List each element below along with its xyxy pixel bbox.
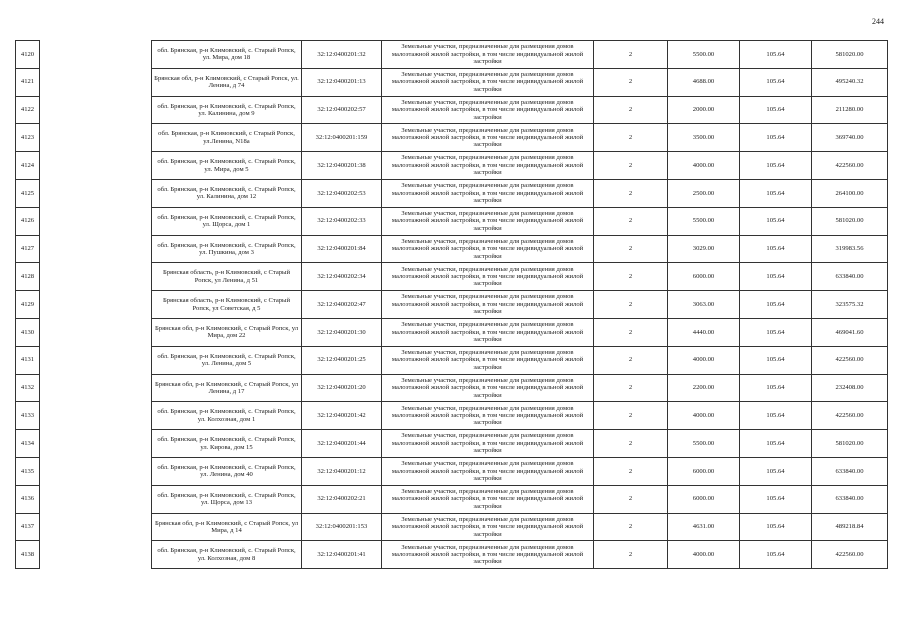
cadastral-number-cell: 32:12:0400201:159	[302, 124, 382, 152]
table-row	[16, 207, 888, 235]
category-code-cell: 2	[594, 96, 668, 124]
category-code-cell: 2	[594, 263, 668, 291]
record-number-cell: 4120	[16, 41, 40, 69]
record-number-cell: 4137	[16, 513, 40, 541]
cadastral-value-cell: 232408.00	[812, 374, 888, 402]
table-row	[16, 124, 888, 152]
specific-value-cell: 105.64	[740, 457, 812, 485]
blank-cell	[40, 457, 152, 485]
area-cell: 3029.00	[668, 235, 740, 263]
specific-value-cell: 105.64	[740, 179, 812, 207]
registry-body	[16, 41, 888, 569]
cadastral-number-cell: 32:12:0400202:57	[302, 96, 382, 124]
area-cell: 4440.00	[668, 318, 740, 346]
address-cell: обл. Брянская, р-н Климовский, с. Старый Ропск, ул. Мира, дом 18	[152, 41, 302, 69]
blank-cell	[40, 235, 152, 263]
blank-cell	[40, 124, 152, 152]
cadastral-number-cell: 32:12:0400201:12	[302, 457, 382, 485]
area-cell: 2200.00	[668, 374, 740, 402]
cadastral-value-cell: 633840.00	[812, 485, 888, 513]
specific-value-cell: 105.64	[740, 41, 812, 69]
cadastral-value-cell: 369740.00	[812, 124, 888, 152]
specific-value-cell: 105.64	[740, 485, 812, 513]
address-cell: Брянская обл, р-н Климовский, с Старый Ропск, ул. Ленина, д 74	[152, 68, 302, 96]
record-number-cell: 4125	[16, 179, 40, 207]
blank-cell	[40, 513, 152, 541]
area-cell: 4000.00	[668, 541, 740, 569]
cadastral-number-cell: 32:12:0400201:84	[302, 235, 382, 263]
address-cell: обл. Брянская, р-н Климовский, с. Старый Ропск, ул. Колхозная, дом 1	[152, 402, 302, 430]
record-number-cell: 4133	[16, 402, 40, 430]
category-code-cell: 2	[594, 235, 668, 263]
land-use-cell: Земельные участки, предназначенные для размещения домов малоэтажной жилой застройки, в том числе индивидуальной жилой застройки	[382, 430, 594, 458]
table-row	[16, 263, 888, 291]
specific-value-cell: 105.64	[740, 374, 812, 402]
table-row	[16, 541, 888, 569]
address-cell: обл. Брянская, р-н Климовский, с. Старый Ропск, ул. Ленина, дом 5	[152, 346, 302, 374]
area-cell: 5500.00	[668, 41, 740, 69]
area-cell: 6000.00	[668, 485, 740, 513]
record-number-cell: 4138	[16, 541, 40, 569]
land-use-cell: Земельные участки, предназначенные для размещения домов малоэтажной жилой застройки, в том числе индивидуальной жилой застройки	[382, 457, 594, 485]
specific-value-cell: 105.64	[740, 96, 812, 124]
category-code-cell: 2	[594, 430, 668, 458]
land-registry-table	[15, 40, 888, 569]
page-number: 244	[872, 17, 884, 26]
table-row	[16, 41, 888, 69]
cadastral-number-cell: 32:12:0400202:34	[302, 263, 382, 291]
address-cell: обл. Брянская, р-н Климовский, с. Старый Ропск, ул. Ленина, дом 40	[152, 457, 302, 485]
blank-cell	[40, 152, 152, 180]
specific-value-cell: 105.64	[740, 346, 812, 374]
cadastral-number-cell: 32:12:0400201:25	[302, 346, 382, 374]
record-number-cell: 4121	[16, 68, 40, 96]
cadastral-value-cell: 489218.84	[812, 513, 888, 541]
blank-cell	[40, 41, 152, 69]
address-cell: Брянская область, р-н Климовский, с Старый Ропск, ул Советская, д 5	[152, 291, 302, 319]
land-use-cell: Земельные участки, предназначенные для размещения домов малоэтажной жилой застройки, в том числе индивидуальной жилой застройки	[382, 291, 594, 319]
cadastral-number-cell: 32:12:0400201:42	[302, 402, 382, 430]
table-row	[16, 291, 888, 319]
land-use-cell: Земельные участки, предназначенные для размещения домов малоэтажной жилой застройки, в том числе индивидуальной жилой застройки	[382, 513, 594, 541]
area-cell: 4688.00	[668, 68, 740, 96]
cadastral-number-cell: 32:12:0400201:32	[302, 41, 382, 69]
record-number-cell: 4130	[16, 318, 40, 346]
cadastral-number-cell: 32:12:0400202:21	[302, 485, 382, 513]
category-code-cell: 2	[594, 485, 668, 513]
cadastral-number-cell: 32:12:0400201:30	[302, 318, 382, 346]
address-cell: обл. Брянская, р-н Климовский, с. Старый Ропск, ул. Колхозная, дом 8	[152, 541, 302, 569]
address-cell: обл. Брянская, р-н Климовский, с. Старый Ропск, ул. Пушкина, дом 3	[152, 235, 302, 263]
blank-cell	[40, 402, 152, 430]
land-use-cell: Земельные участки, предназначенные для размещения домов малоэтажной жилой застройки, в том числе индивидуальной жилой застройки	[382, 318, 594, 346]
record-number-cell: 4126	[16, 207, 40, 235]
blank-cell	[40, 263, 152, 291]
cadastral-value-cell: 422560.00	[812, 541, 888, 569]
cadastral-number-cell: 32:12:0400201:44	[302, 430, 382, 458]
category-code-cell: 2	[594, 291, 668, 319]
record-number-cell: 4132	[16, 374, 40, 402]
cadastral-value-cell: 422560.00	[812, 346, 888, 374]
blank-cell	[40, 430, 152, 458]
cadastral-value-cell: 469041.60	[812, 318, 888, 346]
table-row	[16, 68, 888, 96]
record-number-cell: 4128	[16, 263, 40, 291]
land-use-cell: Земельные участки, предназначенные для размещения домов малоэтажной жилой застройки, в том числе индивидуальной жилой застройки	[382, 485, 594, 513]
address-cell: Брянская обл, р-н Климовский, с Старый Ропск, ул Мира, д 14	[152, 513, 302, 541]
blank-cell	[40, 291, 152, 319]
category-code-cell: 2	[594, 346, 668, 374]
cadastral-value-cell: 323575.32	[812, 291, 888, 319]
specific-value-cell: 105.64	[740, 207, 812, 235]
record-number-cell: 4124	[16, 152, 40, 180]
category-code-cell: 2	[594, 374, 668, 402]
cadastral-number-cell: 32:12:0400201:20	[302, 374, 382, 402]
category-code-cell: 2	[594, 207, 668, 235]
address-cell: обл. Брянская, р-н Климовский, с. Старый Ропск, ул. Щорса, дом 1	[152, 207, 302, 235]
category-code-cell: 2	[594, 457, 668, 485]
area-cell: 4631.00	[668, 513, 740, 541]
table-row	[16, 235, 888, 263]
specific-value-cell: 105.64	[740, 513, 812, 541]
table-row	[16, 318, 888, 346]
record-number-cell: 4129	[16, 291, 40, 319]
address-cell: обл. Брянская, р-н Климовский, с. Старый Ропск, ул. Мира, дом 5	[152, 152, 302, 180]
cadastral-value-cell: 422560.00	[812, 152, 888, 180]
area-cell: 5500.00	[668, 207, 740, 235]
category-code-cell: 2	[594, 179, 668, 207]
land-use-cell: Земельные участки, предназначенные для размещения домов малоэтажной жилой застройки, в том числе индивидуальной жилой застройки	[382, 374, 594, 402]
specific-value-cell: 105.64	[740, 318, 812, 346]
land-use-cell: Земельные участки, предназначенные для размещения домов малоэтажной жилой застройки, в том числе индивидуальной жилой застройки	[382, 235, 594, 263]
record-number-cell: 4135	[16, 457, 40, 485]
table-row	[16, 430, 888, 458]
specific-value-cell: 105.64	[740, 263, 812, 291]
land-use-cell: Земельные участки, предназначенные для размещения домов малоэтажной жилой застройки, в том числе индивидуальной жилой застройки	[382, 41, 594, 69]
land-use-cell: Земельные участки, предназначенные для размещения домов малоэтажной жилой застройки, в том числе индивидуальной жилой застройки	[382, 124, 594, 152]
cadastral-value-cell: 264100.00	[812, 179, 888, 207]
blank-cell	[40, 96, 152, 124]
blank-cell	[40, 485, 152, 513]
category-code-cell: 2	[594, 124, 668, 152]
area-cell: 4000.00	[668, 152, 740, 180]
land-use-cell: Земельные участки, предназначенные для размещения домов малоэтажной жилой застройки, в том числе индивидуальной жилой застройки	[382, 402, 594, 430]
table-row	[16, 152, 888, 180]
area-cell: 6000.00	[668, 457, 740, 485]
address-cell: обл. Брянская, р-н Климовский, с. Старый Ропск, ул. Щорса, дом 13	[152, 485, 302, 513]
land-use-cell: Земельные участки, предназначенные для размещения домов малоэтажной жилой застройки, в том числе индивидуальной жилой застройки	[382, 346, 594, 374]
land-use-cell: Земельные участки, предназначенные для размещения домов малоэтажной жилой застройки, в том числе индивидуальной жилой застройки	[382, 263, 594, 291]
address-cell: обл. Брянская, р-н Климовский, с. Старый Ропск, ул. Калинина, дом 12	[152, 179, 302, 207]
specific-value-cell: 105.64	[740, 235, 812, 263]
specific-value-cell: 105.64	[740, 402, 812, 430]
address-cell: Брянская обл, р-н Климовский, с Старый Ропск, ул Ленина, д 17	[152, 374, 302, 402]
specific-value-cell: 105.64	[740, 430, 812, 458]
cadastral-value-cell: 422560.00	[812, 402, 888, 430]
cadastral-number-cell: 32:12:0400202:33	[302, 207, 382, 235]
cadastral-value-cell: 581020.00	[812, 41, 888, 69]
blank-cell	[40, 207, 152, 235]
area-cell: 3063.00	[668, 291, 740, 319]
table-row	[16, 374, 888, 402]
land-use-cell: Земельные участки, предназначенные для размещения домов малоэтажной жилой застройки, в том числе индивидуальной жилой застройки	[382, 541, 594, 569]
category-code-cell: 2	[594, 402, 668, 430]
category-code-cell: 2	[594, 318, 668, 346]
area-cell: 5500.00	[668, 430, 740, 458]
blank-cell	[40, 374, 152, 402]
address-cell: Брянская обл, р-н Климовский, с Старый Ропск, ул Мира, дом 22	[152, 318, 302, 346]
cadastral-value-cell: 581020.00	[812, 207, 888, 235]
cadastral-number-cell: 32:12:0400202:53	[302, 179, 382, 207]
blank-cell	[40, 68, 152, 96]
cadastral-value-cell: 633840.00	[812, 263, 888, 291]
table-row	[16, 179, 888, 207]
cadastral-number-cell: 32:12:0400202:47	[302, 291, 382, 319]
record-number-cell: 4136	[16, 485, 40, 513]
category-code-cell: 2	[594, 541, 668, 569]
record-number-cell: 4127	[16, 235, 40, 263]
table-row	[16, 485, 888, 513]
area-cell: 2500.00	[668, 179, 740, 207]
table-row	[16, 513, 888, 541]
specific-value-cell: 105.64	[740, 291, 812, 319]
cadastral-value-cell: 319983.56	[812, 235, 888, 263]
category-code-cell: 2	[594, 68, 668, 96]
blank-cell	[40, 179, 152, 207]
address-cell: обл. Брянская, р-н Климовский, с. Старый Ропск, ул. Кирова, дом 15	[152, 430, 302, 458]
table-row	[16, 402, 888, 430]
table-row	[16, 96, 888, 124]
blank-cell	[40, 541, 152, 569]
category-code-cell: 2	[594, 513, 668, 541]
address-cell: обл. Брянская, р-н Климовский, с Старый Ропск, ул.Ленина, N18а	[152, 124, 302, 152]
category-code-cell: 2	[594, 152, 668, 180]
cadastral-value-cell: 211280.00	[812, 96, 888, 124]
specific-value-cell: 105.64	[740, 68, 812, 96]
land-use-cell: Земельные участки, предназначенные для размещения домов малоэтажной жилой застройки, в том числе индивидуальной жилой застройки	[382, 152, 594, 180]
cadastral-number-cell: 32:12:0400201:13	[302, 68, 382, 96]
address-cell: обл. Брянская, р-н Климовский, с. Старый Ропск, ул. Калинина, дом 9	[152, 96, 302, 124]
address-cell: Брянская область, р-н Климовский, с Старый Ропск, ул Ленина, д 51	[152, 263, 302, 291]
record-number-cell: 4131	[16, 346, 40, 374]
area-cell: 4000.00	[668, 346, 740, 374]
table-row	[16, 457, 888, 485]
land-use-cell: Земельные участки, предназначенные для размещения домов малоэтажной жилой застройки, в том числе индивидуальной жилой застройки	[382, 96, 594, 124]
blank-cell	[40, 318, 152, 346]
record-number-cell: 4134	[16, 430, 40, 458]
land-use-cell: Земельные участки, предназначенные для размещения домов малоэтажной жилой застройки, в том числе индивидуальной жилой застройки	[382, 179, 594, 207]
cadastral-value-cell: 495240.32	[812, 68, 888, 96]
blank-cell	[40, 346, 152, 374]
cadastral-value-cell: 581020.00	[812, 430, 888, 458]
area-cell: 2000.00	[668, 96, 740, 124]
cadastral-number-cell: 32:12:0400201:153	[302, 513, 382, 541]
specific-value-cell: 105.64	[740, 152, 812, 180]
land-use-cell: Земельные участки, предназначенные для размещения домов малоэтажной жилой застройки, в том числе индивидуальной жилой застройки	[382, 207, 594, 235]
category-code-cell: 2	[594, 41, 668, 69]
area-cell: 4000.00	[668, 402, 740, 430]
land-use-cell: Земельные участки, предназначенные для размещения домов малоэтажной жилой застройки, в том числе индивидуальной жилой застройки	[382, 68, 594, 96]
specific-value-cell: 105.64	[740, 124, 812, 152]
area-cell: 6000.00	[668, 263, 740, 291]
specific-value-cell: 105.64	[740, 541, 812, 569]
record-number-cell: 4122	[16, 96, 40, 124]
cadastral-number-cell: 32:12:0400201:38	[302, 152, 382, 180]
area-cell: 3500.00	[668, 124, 740, 152]
table-row	[16, 346, 888, 374]
cadastral-value-cell: 633840.00	[812, 457, 888, 485]
record-number-cell: 4123	[16, 124, 40, 152]
cadastral-number-cell: 32:12:0400201:41	[302, 541, 382, 569]
